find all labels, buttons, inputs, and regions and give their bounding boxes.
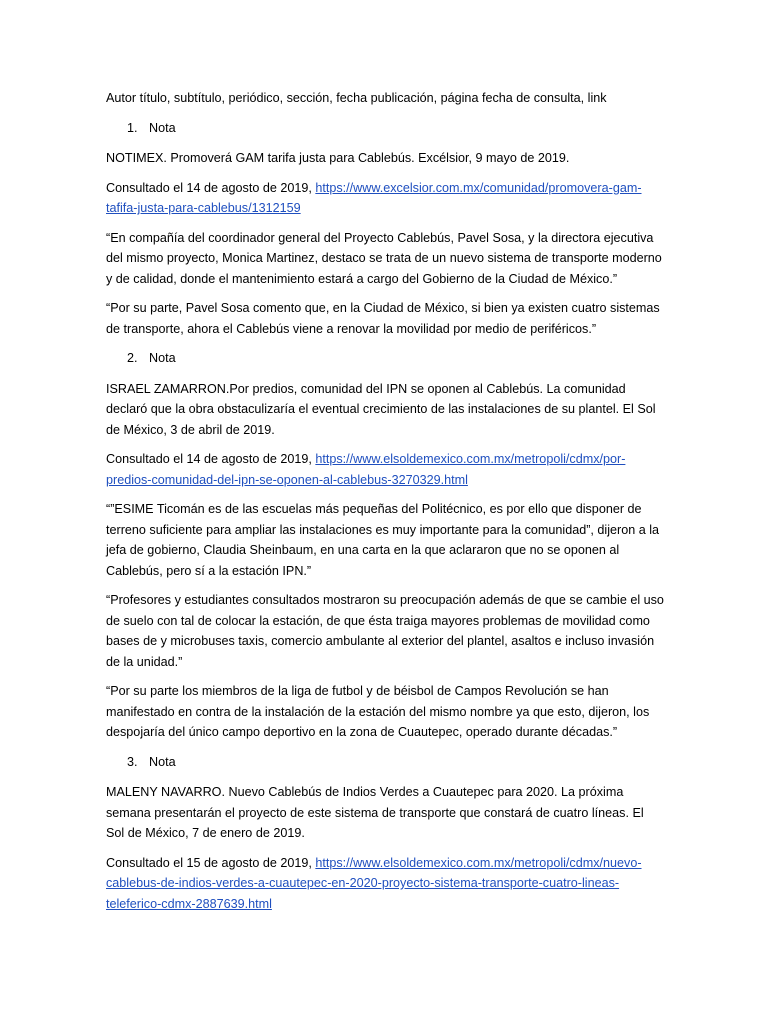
note-consulted	[106, 178, 664, 219]
note-quote: “Por su parte los miembros de la liga de futbol y de béisbol de Campos Revolución se han manifestado en contra de la instalación de la estación del mismo nombre ya que esto, dijeron, los despojaría del único campo deportivo en la zona de Cuautepec, operado durante décadas.”	[106, 684, 650, 739]
note-heading	[106, 118, 664, 139]
note-number: 2.	[127, 351, 138, 365]
note-quote: “Profesores y estudiantes consultados mostraron su preocupación además de que se cambie el uso de suelo con tal de colocar la estación, de que ésta traiga mayores problemas de movilidad como bases de y microbuses taxis, comercio ambulante al exterior del plantel, asaltos e incluso invasión de la unidad.”	[106, 593, 664, 669]
source-link[interactable]: https://www.elsoldemexico.com.mx/metropoli/cdmx/nuevo-cablebus-de-indios-verdes-a-cuautepec-en-2020-proyecto-sistema-transporte-cuatro-lineas-teleferico-cdmx-2887639.html	[106, 855, 642, 911]
note-label: Nota	[149, 351, 176, 365]
note-citation: MALENY NAVARRO. Nuevo Cablebús de Indios Verdes a Cuautepec para 2020. La próxima semana presentarán el proyecto de este sistema de transporte que constará de cuatro líneas. El Sol de México, 7 de enero de 2019.	[106, 785, 644, 840]
consulted-text: Consultado el 14 de agosto de 2019,	[106, 452, 316, 466]
note-number: 3.	[127, 754, 138, 769]
note-quote: “”ESIME Ticomán es de las escuelas más pequeñas del Politécnico, es por ello que disponer de terreno suficiente para ampliar las instalaciones es muy importante para la comunidad”, dijeron a la jefa de gobierno, Claudia Sheinbaum, en una carta en la que aclararon que no se oponen al Cablebús, pero sí a la estación IPN.”	[106, 502, 660, 578]
note-citation: NOTIMEX. Promoverá GAM tarifa justa para Cablebús. Excélsior, 9 mayo de 2019.	[106, 151, 570, 165]
document-page	[106, 88, 664, 923]
note-heading	[106, 752, 664, 773]
source-link[interactable]: https://www.elsoldemexico.com.mx/metropoli/cdmx/por-predios-comunidad-del-ipn-se-oponen-al-cablebus-3270329.html	[106, 452, 626, 487]
note-citation: ISRAEL ZAMARRON.Por predios, comunidad del IPN se oponen al Cablebús. La comunidad declaró que la obra obstaculizaría el eventual crecimiento de las instalaciones de su plantel. El Sol de México, 3 de abril de 2019.	[106, 381, 656, 437]
note-quote: “En compañía del coordinador general del Proyecto Cablebús, Pavel Sosa, y la directora ejecutiva del mismo proyecto, Monica Martinez, destaco se trata de un nuevo sistema de transporte moderno y de calidad, donde el mantenimiento estará a cargo del Gobierno de la Ciudad de México.”	[106, 230, 662, 286]
source-link[interactable]: https://www.excelsior.com.mx/comunidad/promovera-gam-tafifa-justa-para-cablebus/1312159	[106, 180, 642, 215]
note-quote: “Por su parte, Pavel Sosa comento que, en la Ciudad de México, si bien ya existen cuatro sistemas de transporte, ahora el Cablebús viene a renovar la movilidad por medio de periféricos.”	[106, 301, 660, 336]
consulted-text: Consultado el 15 de agosto de 2019,	[106, 855, 316, 870]
note-consulted	[106, 853, 664, 915]
document-header: Autor título, subtítulo, periódico, sección, fecha publicación, página fecha de consulta, link	[106, 91, 607, 105]
consulted-text: Consultado el 14 de agosto de 2019,	[106, 180, 316, 195]
note-consulted	[106, 449, 664, 490]
note-number: 1.	[127, 120, 138, 135]
note-label: Nota	[149, 120, 176, 135]
note-label: Nota	[149, 754, 176, 769]
note-heading	[106, 348, 664, 369]
